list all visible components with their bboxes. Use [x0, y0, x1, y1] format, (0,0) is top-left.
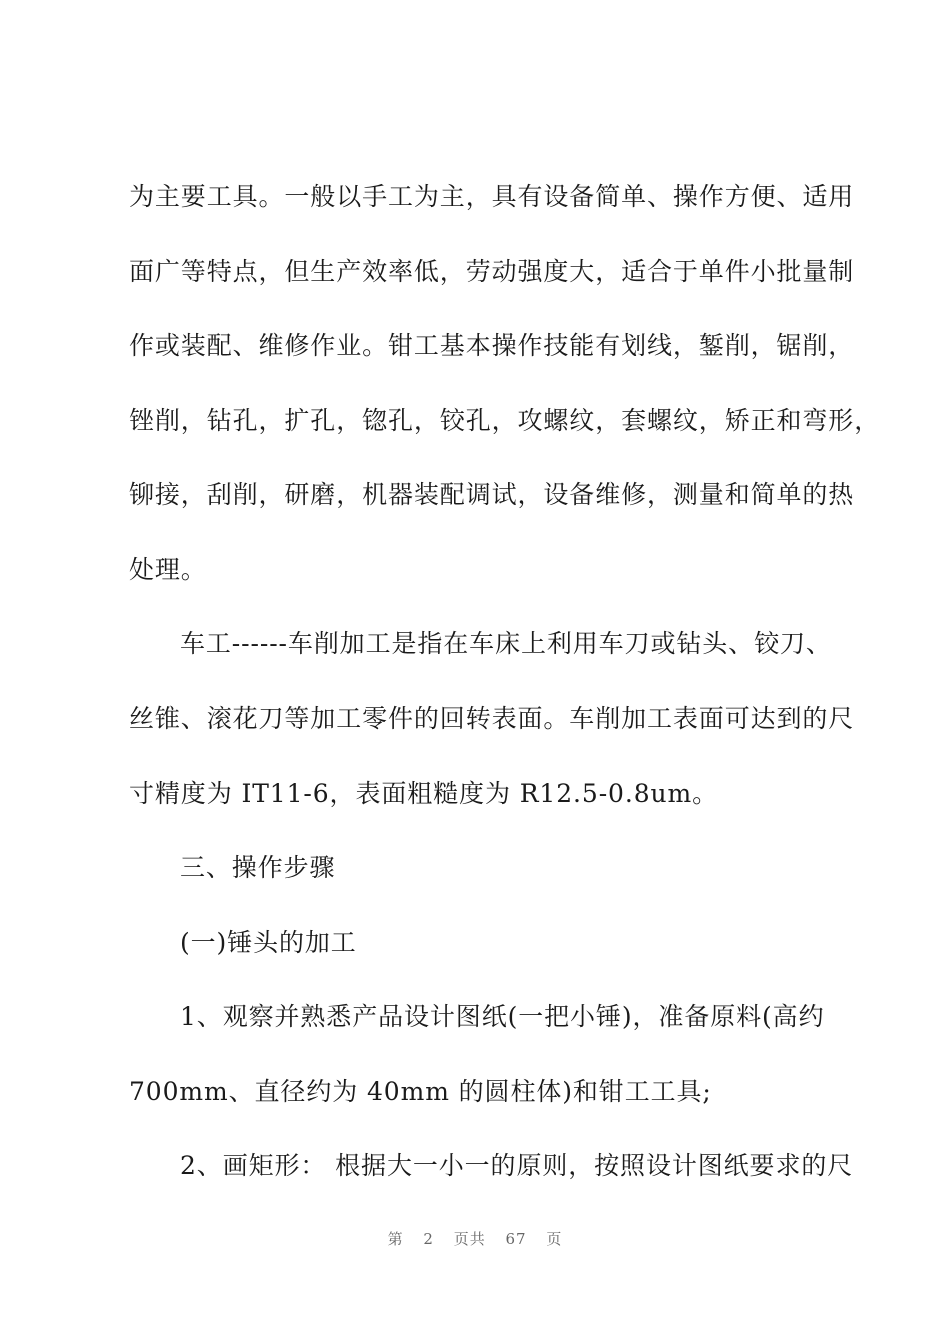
text-line: 1、观察并熟悉产品设计图纸(一把小锤)，准备原料(高约: [180, 1002, 825, 1031]
text-line: 为主要工具。一般以手工为主，具有设备简单、操作方便、适用: [129, 182, 855, 211]
text-line: 面广等特点，但生产效率低，劳动强度大，适合于单件小批量制: [129, 257, 855, 286]
text-line: 车工------车削加工是指在车床上利用车刀或钻头、铰刀、: [180, 629, 832, 658]
footer-total-pages: 67: [505, 1230, 527, 1248]
text-line: 2、画矩形： 根据大一小一的原则，按照设计图纸要求的尺: [180, 1151, 854, 1180]
text-line: 作或装配、维修作业。钳工基本操作技能有划线，錾削，锯削，: [129, 331, 855, 360]
footer-middle: 页共: [453, 1230, 486, 1248]
text-line: 处理。: [129, 555, 207, 584]
text-line: 寸精度为 IT11-6，表面粗糙度为 R12.5-0.8um。: [129, 779, 719, 808]
footer-suffix: 页: [546, 1230, 563, 1248]
page-footer: [0, 1228, 950, 1249]
text-line: 锉削，钻孔，扩孔，锪孔，铰孔，攻螺纹，套螺纹，矫正和弯形，: [129, 406, 881, 435]
text-line: 700mm、直径约为 40mm 的圆柱体)和钳工工具;: [129, 1077, 712, 1106]
text-line: 铆接，刮削，研磨，机器装配调试，设备维修，测量和简单的热: [129, 480, 855, 509]
footer-prefix: 第: [387, 1230, 404, 1248]
text-line: 丝锥、滚花刀等加工零件的回转表面。车削加工表面可达到的尺: [129, 704, 855, 733]
section-heading: 三、操作步骤: [180, 853, 336, 882]
footer-page-number: 2: [423, 1230, 434, 1248]
subsection-heading: (一)锤头的加工: [180, 928, 357, 957]
